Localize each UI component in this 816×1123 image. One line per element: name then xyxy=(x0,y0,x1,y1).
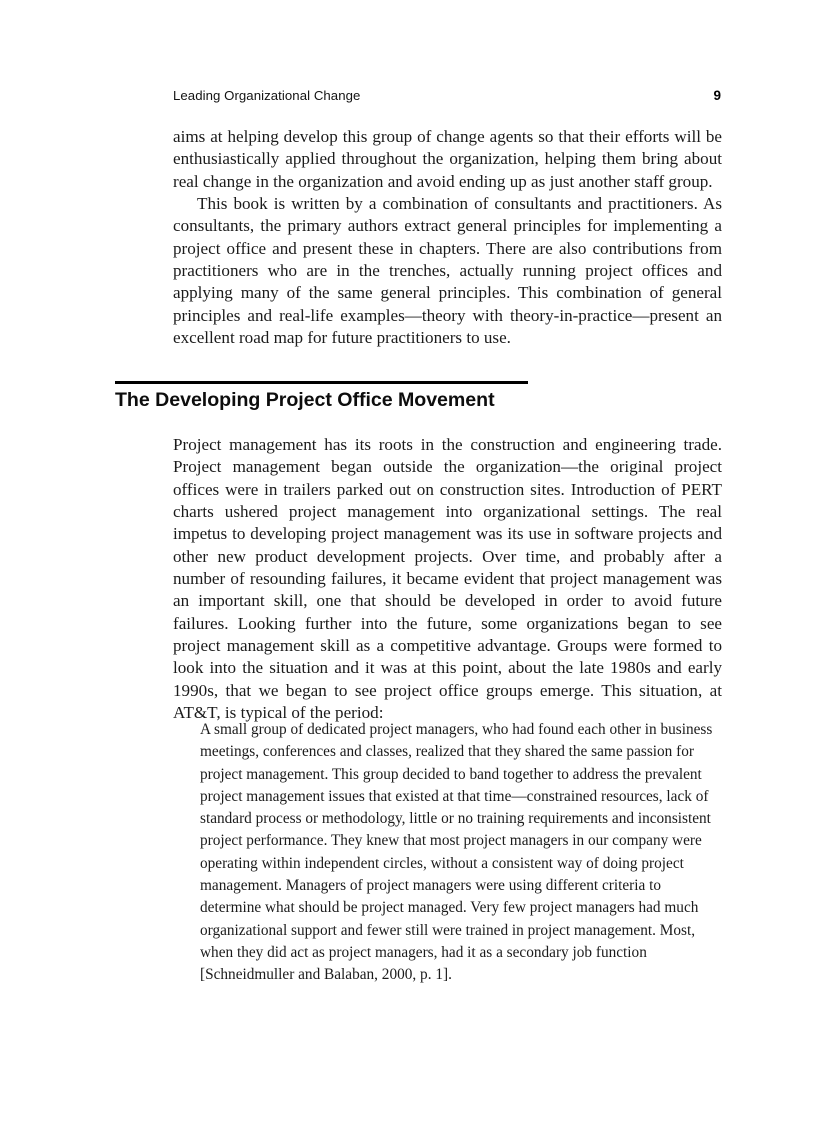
body-text-top xyxy=(173,126,722,349)
paragraph-continuation: aims at helping develop this group of change agents so that their efforts will be enthusiastically applied throughout the organization, helping them bring about real change in the organization and avoid ending up as just another staff group. xyxy=(173,127,722,191)
block-quote xyxy=(200,719,719,987)
running-head-title: Leading Organizational Change xyxy=(173,88,361,103)
running-head xyxy=(173,88,721,110)
paragraph-this-book: This book is written by a combination of consultants and practitioners. As consultants, the primary authors extract general principles for implementing a project office and present these in chapters. There are also contributions from practitioners who are in the trenches, actually running project offices and applying many of the same general principles. This combination of general principles and real-life examples—theory with theory-in-practice—present an excellent road map for future practitioners to use. xyxy=(173,194,722,348)
section-title: The Developing Project Office Movement xyxy=(115,389,495,411)
section-heading-block xyxy=(115,381,529,412)
block-quote-text: A small group of dedicated project managers, who had found each other in business meetings, conferences and classes, realized that they shared the same passion for project management. This group decided to band together to address the prevalent project management issues that existed at that time—constrained resources, lack of standard process or methodology, little or no training requirements and inconsistent project performance. They knew that most project managers in our company were operating within independent circles, without a consistent way of doing project management. Managers of project managers were using different criteria to determine what should be project managed. Very few project managers had much organizational support and fewer still were trained in project management. Most, when they did act as project managers, had it as a secondary job function [Schneidmuller and Balaban, 2000, p. 1]. xyxy=(200,721,713,984)
page-number: 9 xyxy=(713,88,721,103)
paragraph-project-management: Project management has its roots in the construction and engineering trade. Project management began outside the organization—the original project offices were in trailers parked out on construction sites. Introduction of PERT charts ushered project management into organizational settings. The real impetus to developing project management was its use in software projects and other new product development projects. Over time, and probably after a number of resounding failures, it became evident that project management was an important skill, one that should be developed in order to avoid future failures. Looking further into the future, some organizations began to see project management skill as a competitive advantage. Groups were formed to look into the situation and it was at this point, about the late 1980s and early 1990s, that we began to see project office groups emerge. This situation, at AT&T, is typical of the period: xyxy=(173,435,722,723)
body-text-bottom xyxy=(173,434,722,724)
